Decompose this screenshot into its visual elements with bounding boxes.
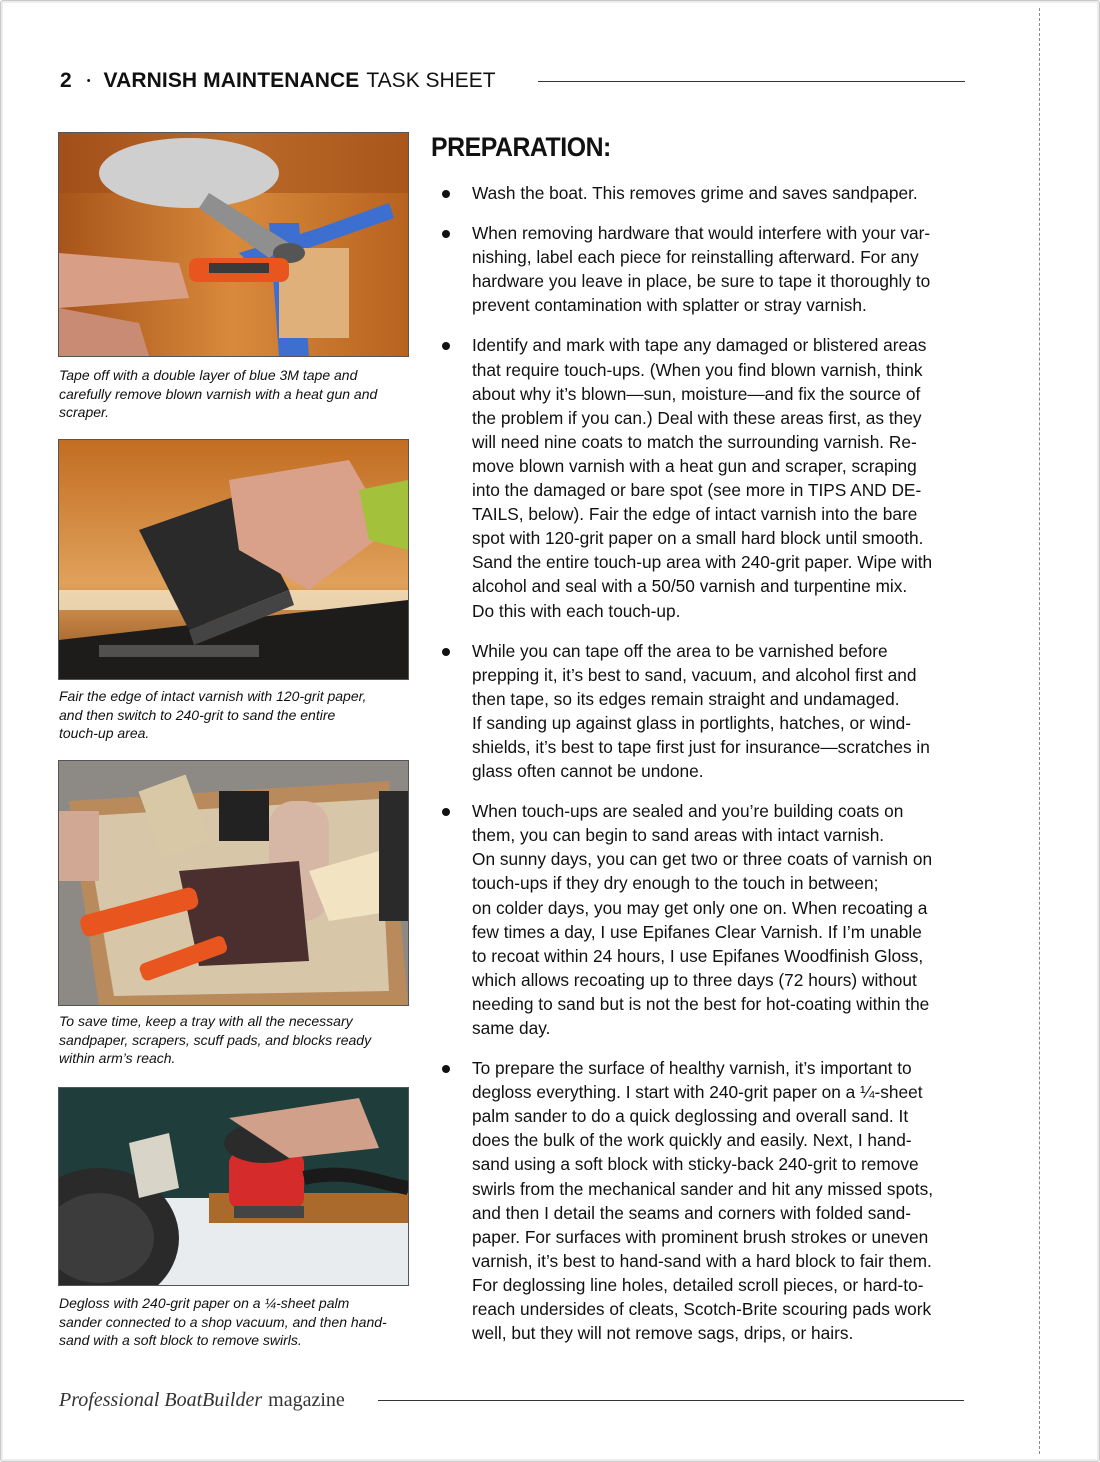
bullet-line: will need nine coats to match the surrounding varnish. Re- bbox=[472, 431, 917, 452]
magazine-title: Professional BoatBuilder bbox=[59, 1388, 263, 1411]
bullet-item bbox=[438, 639, 978, 784]
bullet-line: Do this with each touch-up. bbox=[472, 600, 681, 621]
caption-4-line-1: Degloss with 240-grit paper on a ¼-sheet palm bbox=[59, 1295, 350, 1311]
header-title-bold: VARNISH MAINTENANCE bbox=[103, 69, 360, 92]
page-header bbox=[60, 66, 965, 96]
bullet-line: which allows recoating up to three days (72 hours) without bbox=[472, 969, 917, 990]
bullet-line: to recoat within 24 hours, I use Epifanes Woodfinish Gloss, bbox=[472, 945, 924, 966]
photo-sanding-block bbox=[59, 440, 408, 679]
page-footer bbox=[59, 1386, 964, 1414]
bullet-line: that require touch-ups. (When you find blown varnish, think bbox=[472, 359, 923, 380]
bullet-line: touch-ups if they dry enough to the touch in between; bbox=[472, 873, 879, 894]
caption-4-line-2: sander connected to a shop vacuum, and then hand- bbox=[59, 1313, 387, 1330]
caption-3 bbox=[59, 1012, 414, 1068]
bullet-line: few times a day, I use Epifanes Clear Varnish. If I’m unable bbox=[472, 921, 922, 942]
bullet-line: Sand the entire touch-up area with 240-grit paper. Wipe with bbox=[472, 552, 933, 573]
bullet-line: prepping it, it’s best to sand, vacuum, and alcohol first and bbox=[472, 664, 917, 685]
bullet-line: needing to sand but is not the best for hot-coating within the bbox=[472, 993, 930, 1014]
bullet-item bbox=[438, 333, 978, 622]
bullet-line: does the bulk of the work quickly and easily. Next, I hand- bbox=[472, 1130, 912, 1151]
bullet-line: To prepare the surface of healthy varnish, it’s important to bbox=[472, 1058, 912, 1079]
bullet-line: same day. bbox=[472, 1018, 551, 1038]
bullet-line: While you can tape off the area to be varnished before bbox=[472, 640, 888, 661]
bullet-dot-icon bbox=[442, 230, 450, 238]
bullet-line: reach undersides of cleats, Scotch-Brite scouring pads work bbox=[472, 1299, 932, 1320]
bullet-dot-icon bbox=[442, 648, 450, 656]
caption-4 bbox=[59, 1294, 414, 1350]
bullet-line: well, but they will not remove sags, drips, or hairs. bbox=[472, 1323, 854, 1344]
bullet-line: sand using a soft block with sticky-back 240-grit to remove bbox=[472, 1154, 919, 1175]
bullet-line: shields, it’s best to tape first just for insurance—scratches in bbox=[472, 736, 930, 757]
page-edge-guide bbox=[1039, 8, 1040, 1454]
bullet-line: and then I detail the seams and corners with folded sand- bbox=[472, 1202, 912, 1223]
bullet-line: varnish, it’s best to hand-sand with a hard block to fair them. bbox=[472, 1250, 932, 1271]
bullet-line: nishing, label each piece for reinstalling afterward. For any bbox=[472, 247, 919, 268]
page-number: 2 bbox=[60, 69, 72, 92]
caption-1 bbox=[59, 366, 414, 422]
bullet-line: about why it’s blown—sun, moisture—and fix the source of bbox=[472, 383, 921, 404]
bullet-line: move blown varnish with a heat gun and scraper, scraping bbox=[472, 455, 917, 476]
caption-3-line-3: within arm’s reach. bbox=[59, 1050, 176, 1066]
section-heading: PREPARATION: bbox=[431, 132, 611, 162]
header-rule bbox=[538, 81, 965, 82]
footer-rule bbox=[378, 1400, 964, 1401]
bullet-line: palm sander to do a quick deglossing and overall sand. It bbox=[472, 1106, 909, 1127]
bullet-dot-icon bbox=[442, 808, 450, 816]
bullet-line: alcohol and seal with a 50/50 varnish and turpentine mix. bbox=[472, 576, 908, 597]
bullet-line: swirls from the mechanical sander and hit any missed spots, bbox=[472, 1178, 934, 1199]
bullet-line: the problem if you can.) Deal with these areas first, as they bbox=[472, 407, 922, 428]
bullet-line: For deglossing line holes, detailed scroll pieces, or hard-to- bbox=[472, 1274, 924, 1295]
bullet-line: When touch-ups are sealed and you’re building coats on bbox=[472, 801, 904, 822]
bullet-line: Identify and mark with tape any damaged or blistered areas bbox=[472, 335, 927, 356]
bullet-item bbox=[438, 221, 978, 317]
bullet-line: on colder days, you may get only one on. When recoating a bbox=[472, 897, 928, 918]
bullet-line: hardware you leave in place, be sure to tape it thoroughly to bbox=[472, 271, 931, 292]
photo-tool-tray bbox=[59, 761, 408, 1005]
bullet-item bbox=[438, 799, 978, 1040]
bullet-line: On sunny days, you can get two or three coats of varnish on bbox=[472, 849, 933, 870]
caption-1-line-2: carefully remove blown varnish with a heat gun and bbox=[59, 385, 378, 402]
bullet-dot-icon bbox=[442, 190, 450, 198]
caption-1-line-1: Tape off with a double layer of blue 3M tape and bbox=[59, 367, 358, 383]
photo-heat-gun-scraper bbox=[59, 133, 408, 356]
bullet-line: glass often cannot be undone. bbox=[472, 761, 704, 782]
bullet-dot-icon bbox=[442, 342, 450, 350]
bullet-line: prevent contamination with splatter or stray varnish. bbox=[472, 295, 867, 316]
caption-3-line-2: sandpaper, scrapers, scuff pads, and blocks ready bbox=[59, 1031, 372, 1048]
caption-3-line-1: To save time, keep a tray with all the necessary bbox=[59, 1013, 353, 1029]
bullet-line: them, you can begin to sand areas with intact varnish. bbox=[472, 825, 885, 846]
bullet-line: paper. For surfaces with prominent brush strokes or uneven bbox=[472, 1226, 929, 1247]
magazine-word: magazine bbox=[268, 1388, 345, 1411]
photo-palm-sander bbox=[59, 1088, 408, 1285]
bullet-line: then tape, so its edges remain straight and undamaged. bbox=[472, 688, 900, 709]
bullet-line: TAILS, below). Fair the edge of intact varnish into the bare bbox=[472, 504, 918, 525]
bullet-line: Wash the boat. This removes grime and saves sandpaper. bbox=[472, 183, 918, 203]
bullet-line: When removing hardware that would interfere with your var- bbox=[472, 223, 931, 244]
bullet-dot-icon bbox=[442, 1065, 450, 1073]
caption-1-line-3: scraper. bbox=[59, 404, 110, 420]
bullet-line: If sanding up against glass in portlights, hatches, or wind- bbox=[472, 712, 912, 733]
caption-2-line-3: touch-up area. bbox=[59, 725, 150, 741]
caption-4-line-3: sand with a soft block to remove swirls. bbox=[59, 1332, 302, 1348]
bullet-line: spot with 120-grit paper on a small hard block until smooth. bbox=[472, 528, 924, 549]
caption-2-line-1: Fair the edge of intact varnish with 120-grit paper, bbox=[59, 688, 367, 704]
bullet-list bbox=[438, 181, 978, 1361]
header-title-regular: TASK SHEET bbox=[366, 69, 496, 92]
bullet-item bbox=[438, 181, 978, 205]
caption-2-line-2: and then switch to 240-grit to sand the entire bbox=[59, 706, 336, 723]
bullet-line: into the damaged or bare spot (see more in TIPS AND DE- bbox=[472, 480, 922, 501]
bullet-line: degloss everything. I start with 240-grit paper on a ¼-sheet bbox=[472, 1082, 923, 1103]
bullet-item bbox=[438, 1056, 978, 1345]
header-separator: • bbox=[86, 75, 91, 87]
caption-2 bbox=[59, 687, 414, 743]
